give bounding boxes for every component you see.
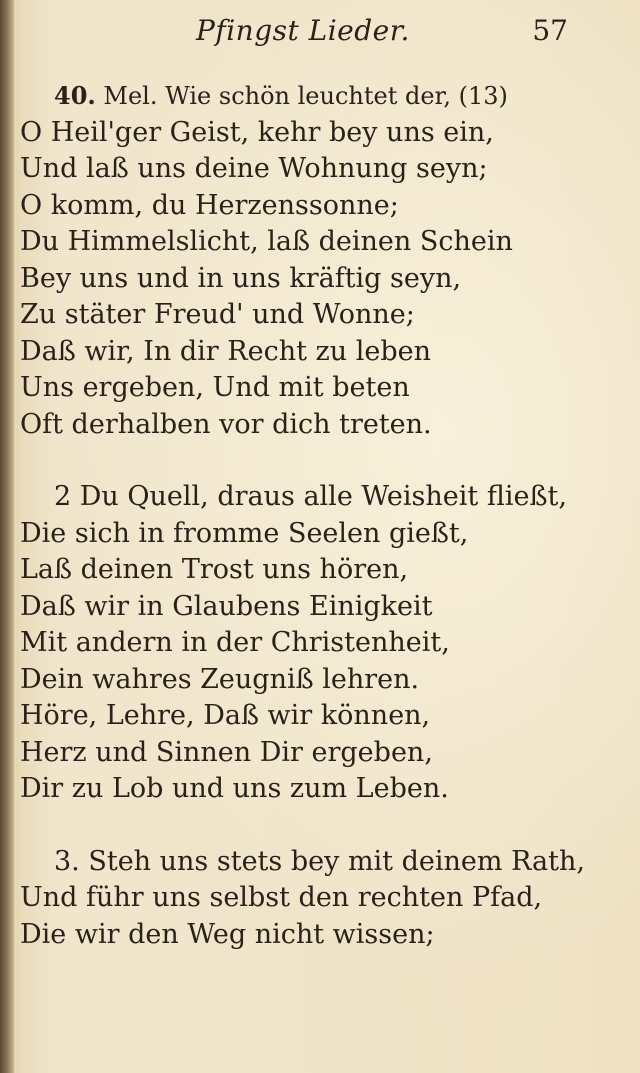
verse-line: Du Himmelslicht, laß deinen Schein	[20, 226, 513, 257]
verse-line: O Heil'ger Geist, kehr bey uns ein,	[20, 116, 494, 148]
verse-line: Die wir den Weg nicht wissen;	[20, 918, 435, 950]
verse-line	[20, 844, 600, 881]
melody-reference: Mel. Wie schön leuchtet der, (13)	[103, 82, 508, 110]
verse-number: 3.	[54, 845, 80, 877]
verse-1	[20, 115, 600, 444]
verse-separator	[20, 443, 600, 479]
verse-line-text: Du Quell, draus alle Weisheit fließt,	[79, 481, 567, 512]
page-number: 57	[532, 14, 568, 47]
verse-2	[20, 479, 600, 808]
verse-3	[20, 844, 600, 954]
verse-line: Dein wahres Zeugniß lehren.	[20, 663, 420, 695]
verse-line: Oft derhalben vor dich treten.	[20, 408, 432, 440]
verse-separator	[20, 808, 600, 844]
verse-number: 2	[54, 481, 72, 512]
verse-line: Daß wir, In dir Recht zu leben	[20, 335, 431, 367]
verse-line: Uns ergeben, Und mit beten	[20, 372, 410, 403]
verse-line: Laß deinen Trost uns hören,	[20, 554, 409, 585]
verse-line: Höre, Lehre, Daß wir können,	[20, 700, 431, 731]
verse-line: Und laß uns deine Wohnung seyn;	[20, 153, 488, 184]
verse-line: Herz und Sinnen Dir ergeben,	[20, 736, 433, 768]
verse-line-text: Steh uns stets bey mit deinem Rath,	[88, 845, 585, 877]
binding-gutter	[0, 0, 14, 1073]
verse-line: Bey uns und in uns kräftig seyn,	[20, 262, 462, 294]
running-title: Pfingst Lieder.	[196, 14, 410, 47]
verse-line: Mit andern in der Christenheit,	[20, 627, 450, 658]
verse-line: Daß wir in Glaubens Einigkeit	[20, 590, 433, 622]
verse-line: Und führ uns selbst den rechten Pfad,	[20, 882, 543, 913]
hymn-number: 40.	[54, 81, 96, 110]
verse-line: Zu stäter Freud' und Wonne;	[20, 299, 415, 330]
verse-line: O komm, du Herzenssonne;	[20, 189, 399, 221]
verse-line: Dir zu Lob und uns zum Leben.	[20, 773, 449, 804]
hymn-heading	[20, 78, 600, 115]
verse-line: Die sich in fromme Seelen gießt,	[20, 517, 469, 549]
verse-line	[20, 479, 600, 516]
page-header	[0, 8, 640, 48]
hymn-text	[20, 78, 600, 953]
